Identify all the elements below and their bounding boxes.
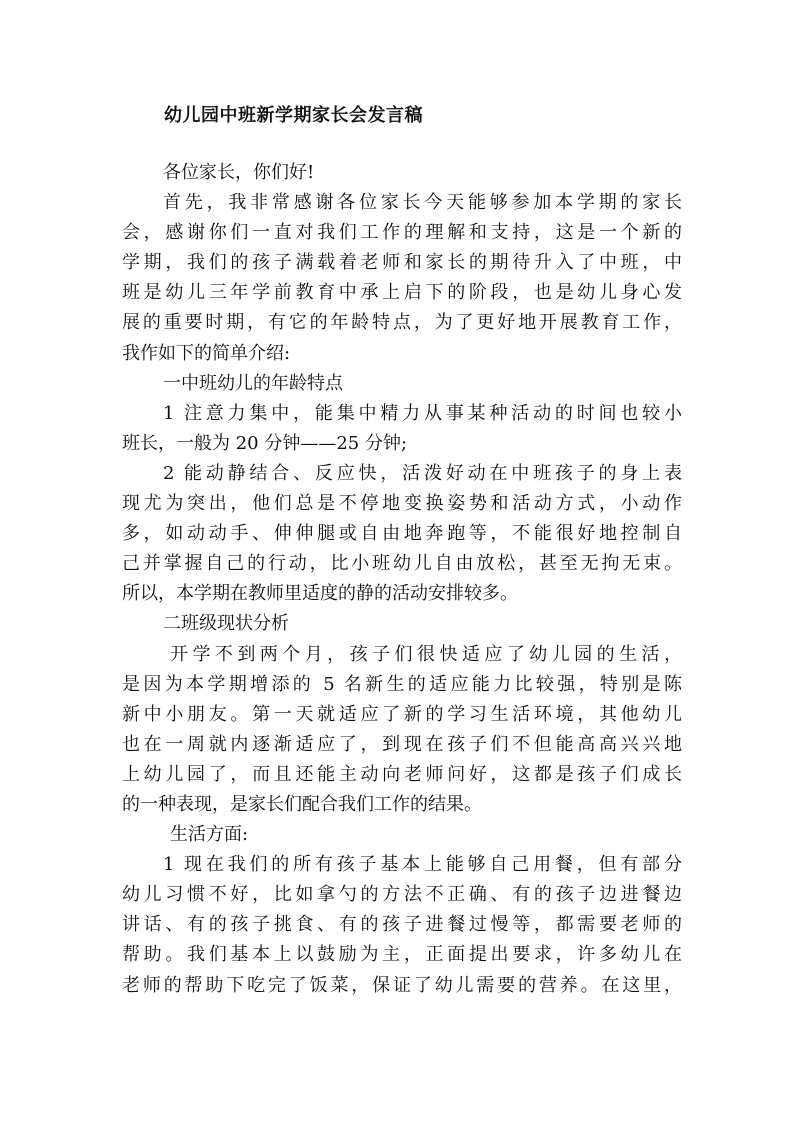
paragraph-line: 新中小朋友。第一天就适应了新的学习生活环境，其他幼儿 bbox=[122, 703, 682, 725]
paragraph-line: 班长，一般为 20 分钟——25 分钟; bbox=[122, 432, 408, 454]
paragraph-line: 也在一周就内逐渐适应了，到现在孩子们不但能高高兴兴地 bbox=[122, 733, 682, 755]
paragraph-line: 多，如动动手、伸伸腿或自由地奔跑等，不能很好地控制自 bbox=[122, 523, 682, 545]
subsection-heading: 生活方面: bbox=[170, 824, 249, 846]
paragraph-line: 班是幼儿三年学前教育中承上启下的阶段，也是幼儿身心发 bbox=[122, 282, 682, 304]
paragraph-line: 老师的帮助下吃完了饭菜，保证了幼儿需要的营养。在这里， bbox=[122, 974, 682, 996]
paragraph-line: 2 能动静结合、反应快，活泼好动在中班孩子的身上表 bbox=[163, 462, 682, 484]
paragraph-line: 现尤为突出，他们总是不停地变换姿势和活动方式，小动作 bbox=[122, 493, 682, 515]
paragraph-line: 己并掌握自己的行动，比小班幼儿自由放松，甚至无拘无束。 bbox=[122, 553, 682, 575]
paragraph-line: 展的重要时期，有它的年龄特点，为了更好地开展教育工作， bbox=[122, 312, 682, 334]
paragraph-line: 学期，我们的孩子满载着老师和家长的期待升入了中班，中 bbox=[122, 252, 682, 274]
paragraph-line: 帮助。我们基本上以鼓励为主，正面提出要求，许多幼儿在 bbox=[122, 944, 682, 966]
paragraph-line: 上幼儿园了，而且还能主动向老师问好，这都是孩子们成长 bbox=[122, 763, 682, 785]
greeting-line: 各位家长，你们好! bbox=[163, 162, 315, 183]
paragraph-line: 所以，本学期在教师里适度的静的活动安排较多。 bbox=[122, 583, 518, 605]
paragraph-line: 1 注意力集中，能集中精力从事某种活动的时间也较小 bbox=[163, 402, 682, 424]
paragraph-line: 讲话、有的孩子挑食、有的孩子进餐过慢等，都需要老师的 bbox=[122, 914, 682, 936]
paragraph-line: 的一种表现，是家长们配合我们工作的结果。 bbox=[122, 793, 482, 815]
paragraph-line: 是因为本学期增添的 5 名新生的适应能力比较强，特别是陈 bbox=[122, 673, 682, 695]
paragraph-line: 1 现在我们的所有孩子基本上能够自己用餐，但有部分 bbox=[163, 854, 682, 876]
paragraph-line: 首先，我非常感谢各位家长今天能够参加本学期的家长 bbox=[163, 192, 682, 214]
paragraph-line: 开学不到两个月，孩子们很快适应了幼儿园的生活， bbox=[170, 643, 682, 665]
section-heading: 二班级现状分析 bbox=[163, 613, 289, 635]
paragraph-line: 我作如下的简单介绍: bbox=[122, 342, 291, 364]
paragraph-line: 幼儿习惯不好，比如拿勺的方法不正确、有的孩子边进餐边 bbox=[122, 884, 682, 906]
paragraph-line: 会，感谢你们一直对我们工作的理解和支持，这是一个新的 bbox=[122, 222, 682, 244]
section-heading: 一中班幼儿的年龄特点 bbox=[163, 372, 343, 394]
document-title: 幼儿园中班新学期家长会发言稿 bbox=[164, 105, 423, 126]
document-body bbox=[122, 158, 682, 1001]
